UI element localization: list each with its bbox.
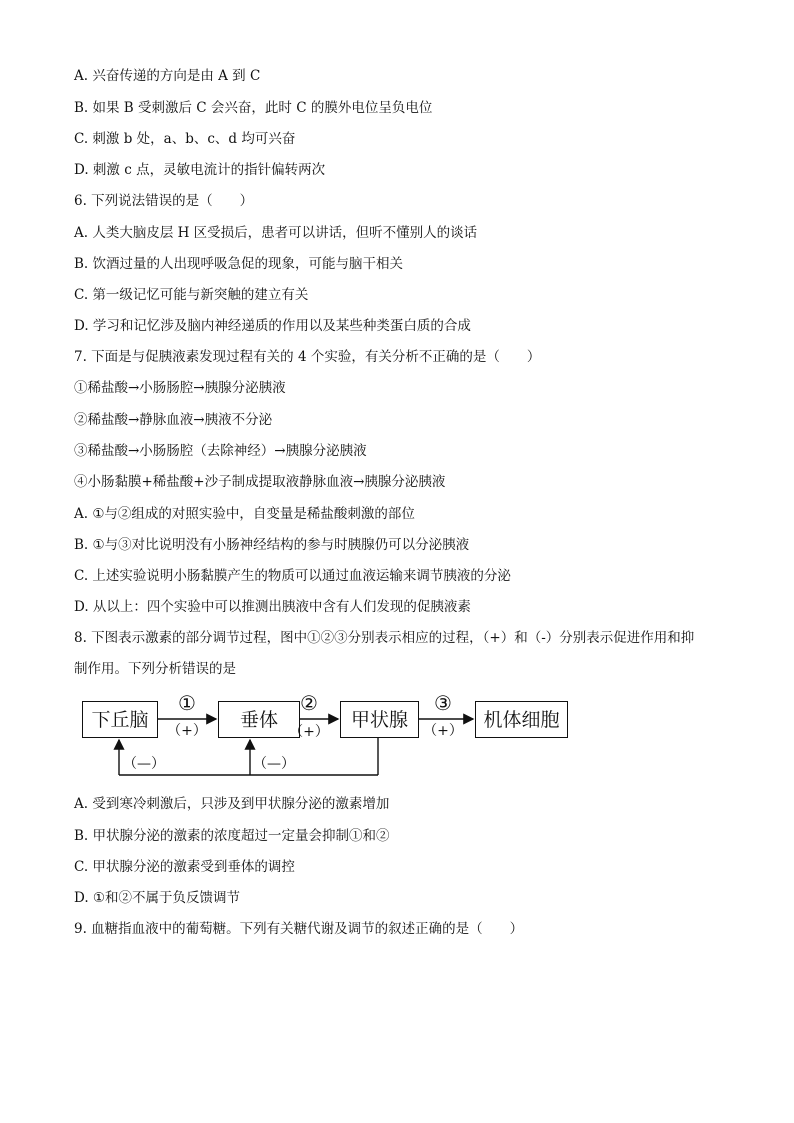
box-hypothalamus: 下丘脑 [82,701,158,738]
q6-option-d: D. 学习和记忆涉及脑内神经递质的作用以及某些种类蛋白质的合成 [74,318,471,334]
q8-stem-line-2: 制作用。下列分析错误的是 [74,661,236,677]
box-thyroid: 甲状腺 [340,701,419,738]
q6-option-b: B. 饮酒过量的人出现呼吸急促的现象，可能与脑干相关 [74,256,404,272]
q7-exp-2: ②稀盐酸→静脉血液→胰液不分泌 [74,412,273,428]
q7-option-a: A. ①与②组成的对照实验中，自变量是稀盐酸刺激的部位 [74,506,415,522]
plus-label-3: （+） [423,723,463,739]
q5-option-b: B. 如果 B 受刺激后 C 会兴奋，此时 C 的膜外电位呈负电位 [74,100,433,116]
q7-exp-3: ③稀盐酸→小肠肠腔（去除神经）→胰腺分泌胰液 [74,443,367,459]
q5-option-c: C. 刺激 b 处，a、b、c、d 均可兴奋 [74,131,296,147]
q6-option-c: C. 第一级记忆可能与新突触的建立有关 [74,287,309,303]
box-body-cells: 机体细胞 [475,701,568,738]
q7-option-d: D. 从以上：四个实验中可以推测出胰液中含有人们发现的促胰液素 [74,599,471,615]
hormone-regulation-diagram [78,686,578,786]
plus-label-1: （+） [167,723,207,739]
q6-stem: 6. 下列说法错误的是（ ） [74,193,254,209]
step-2-label: ② [300,691,318,715]
box-pituitary: 垂体 [218,701,300,738]
q9-stem: 9. 血糖指血液中的葡萄糖。下列有关糖代谢及调节的叙述正确的是（ ） [74,921,524,937]
q7-exp-1: ①稀盐酸→小肠肠腔→胰腺分泌胰液 [74,380,286,396]
q7-exp-4: ④小肠黏膜+稀盐酸+沙子制成提取液静脉血液→胰腺分泌胰液 [74,474,446,490]
q8-option-c: C. 甲状腺分泌的激素受到垂体的调控 [74,859,295,875]
q7-stem: 7. 下面是与促胰液素发现过程有关的 4 个实验，有关分析不正确的是（ ） [74,349,541,365]
minus-label-2: （—） [253,756,295,772]
q5-option-a: A. 兴奋传递的方向是由 A 到 C [74,68,261,84]
q7-option-c: C. 上述实验说明小肠黏膜产生的物质可以通过血液运输来调节胰液的分泌 [74,568,511,584]
step-3-label: ③ [434,691,452,715]
plus-label-2: （+） [289,724,329,740]
q6-option-a: A. 人类大脑皮层 H 区受损后，患者可以讲话，但听不懂别人的谈话 [74,225,478,241]
minus-label-1: （—） [123,756,165,772]
q8-option-d: D. ①和②不属于负反馈调节 [74,890,241,906]
q8-option-a: A. 受到寒冷刺激后，只涉及到甲状腺分泌的激素增加 [74,796,390,812]
q7-option-b: B. ①与③对比说明没有小肠神经结构的参与时胰腺仍可以分泌胰液 [74,537,470,553]
step-1-label: ① [178,691,196,715]
q8-stem-line-1: 8. 下图表示激素的部分调节过程，图中①②③分别表示相应的过程，（+）和（-）分别表示促进作用和抑 [74,630,695,646]
q5-option-d: D. 刺激 c 点，灵敏电流计的指针偏转两次 [74,162,326,178]
q8-option-b: B. 甲状腺分泌的激素的浓度超过一定量会抑制①和② [74,828,390,844]
